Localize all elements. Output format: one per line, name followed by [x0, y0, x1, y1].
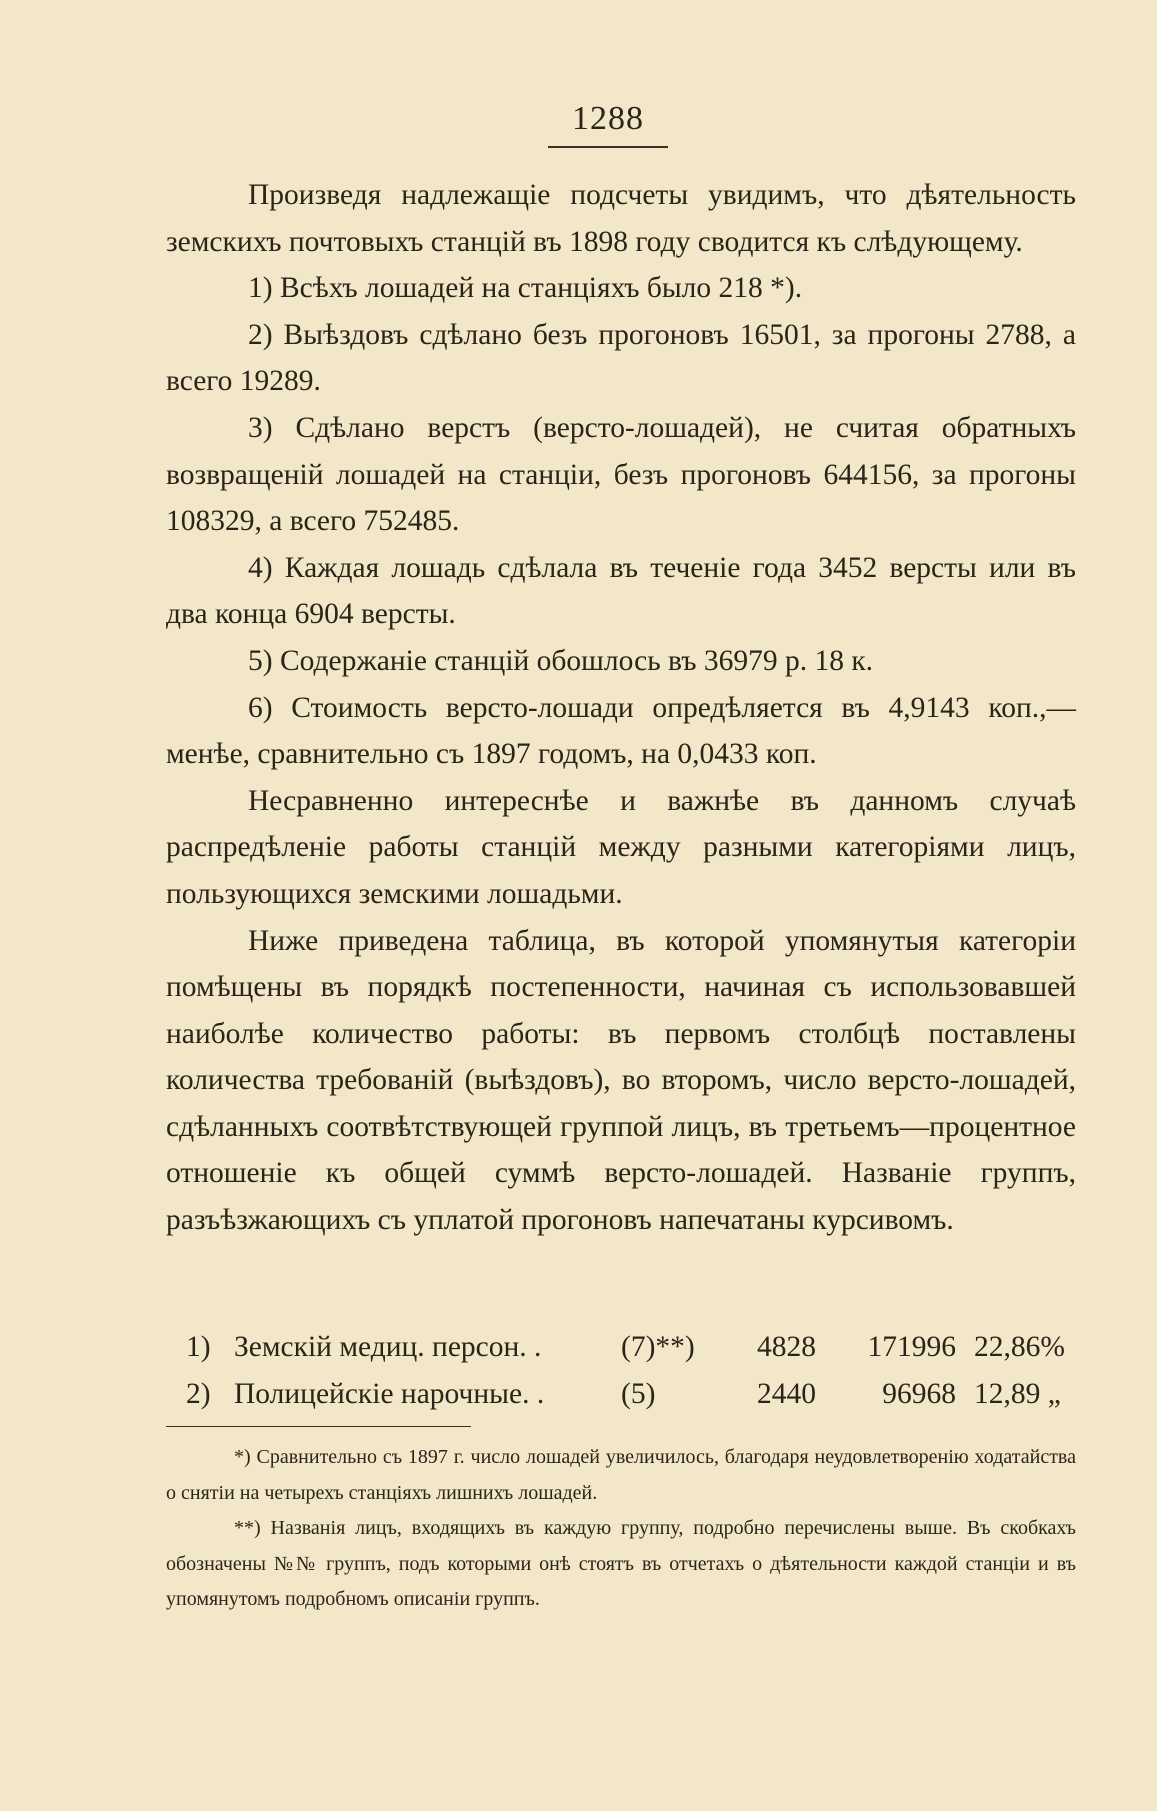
group-code: (7)**): [621, 1331, 695, 1363]
paragraph-item-1: 1) Всѣхъ лошадей на станціяхъ было 218 *).: [248, 272, 803, 305]
footnote-1: *) Сравнительно съ 1897 г. число лошадей увеличилось, благодаря неудовлетворенію ходатайства о снятіи на четырехъ станціяхъ лишнихъ лошадей.: [166, 1446, 1076, 1504]
page-number: 1288: [548, 100, 668, 148]
table-row: [166, 1371, 1076, 1418]
group-code: (5): [621, 1378, 656, 1410]
paragraph-item-2: 2) Выѣздовъ сдѣлано безъ прогоновъ 16501, за прогоны 2788, а всего 19289.: [166, 318, 1076, 398]
paragraph-comparison: Несравненно интереснѣе и важнѣе въ данномъ случаѣ распредѣленіе работы станцій между разными категоріями лицъ, пользующихся земскими лошадьми.: [166, 784, 1076, 910]
group-table: [166, 1324, 1076, 1418]
footnote-2: **) Названія лицъ, входящихъ въ каждую группу, подробно перечислены выше. Въ скобкахъ обозначены №№ группъ, подъ которыми онѣ стоятъ въ отчетахъ о дѣятельности каждой станціи и въ упомянутомъ подробномъ описаніи группъ.: [166, 1517, 1076, 1610]
paragraph-intro: Произведя надлежащіе подсчеты увидимъ, что дѣятельность земскихъ почтовыхъ станцій въ 1898 году сводится къ слѣдующему.: [166, 179, 1076, 258]
paragraph-item-5: 5) Содержаніе станцій обошлось въ 36979 р. 18 к.: [248, 644, 874, 677]
footnotes: [166, 1440, 1076, 1618]
group-name: Полицейскіе нарочные. .: [234, 1378, 545, 1410]
requests-count: 2440: [757, 1378, 816, 1410]
group-name: Земскій медиц. персон. .: [234, 1331, 542, 1363]
main-text: [166, 172, 1076, 1244]
table-row: [166, 1324, 1076, 1371]
requests-count: 4828: [757, 1331, 816, 1363]
paragraph-table-intro: Ниже приведена таблица, въ которой упомянутыя категоріи помѣщены въ порядкѣ постепенности, начиная съ использовавшей наиболѣе количество работы: въ первомъ столбцѣ поставлены количества требованій (выѣздовъ), во второмъ, число версто-лошадей, сдѣланныхъ соотвѣтствующей группой лицъ, въ третьемъ—процентное отношеніе къ общей суммѣ версто-лошадей. Названіе группъ, разъѣзжающихъ съ уплатой прогоновъ напечатаны курсивомъ.: [166, 924, 1076, 1237]
percent-share: 22,86%: [974, 1331, 1065, 1363]
footnote-divider: [166, 1426, 471, 1427]
paragraph-item-3: 3) Сдѣлано верстъ (версто-лошадей), не считая обратныхъ возвращеній лошадей на станціи, безъ прогоновъ 644156, за прогоны 108329, а всего 752485.: [166, 411, 1076, 538]
verst-horses: 96968: [882, 1378, 956, 1410]
row-number: 1): [186, 1331, 211, 1363]
percent-share: 12,89 „: [974, 1378, 1061, 1410]
verst-horses: 171996: [867, 1331, 956, 1363]
row-number: 2): [186, 1378, 211, 1410]
paragraph-item-4: 4) Каждая лошадь сдѣлала въ теченіе года 3452 версты или въ два конца 6904 версты.: [166, 551, 1076, 631]
paragraph-item-6: 6) Стоимость версто-лошади опредѣляется въ 4,9143 коп.,—менѣе, сравнительно съ 1897 годомъ, на 0,0433 коп.: [166, 691, 1076, 771]
